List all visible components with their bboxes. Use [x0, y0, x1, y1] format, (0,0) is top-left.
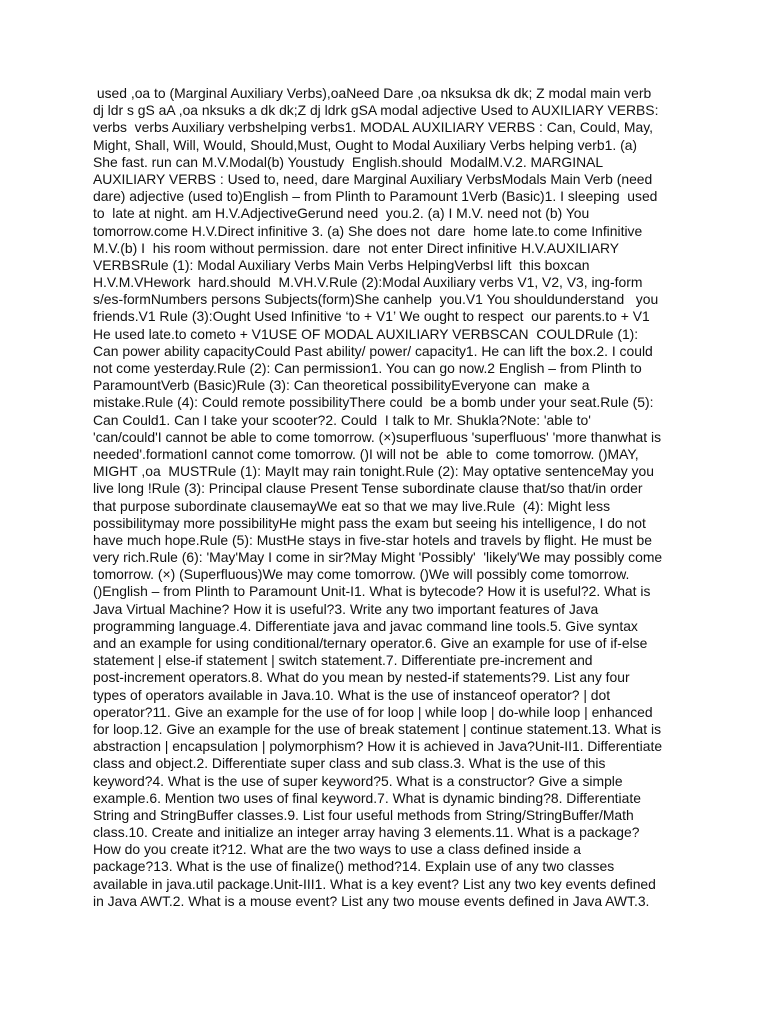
text-line: types of operators available in Java.10. What is the use of instanceof operator? | dot: [93, 686, 611, 703]
text-line: AUXILIARY VERBS : Used to, need, dare Marginal Auxiliary VerbsModals Main Verb (need: [93, 170, 653, 187]
text-line: mistake.Rule (4): Could remote possibilityThere could be a bomb under your seat.Rule (5):: [93, 394, 654, 411]
text-line: ()English – from Plinth to Paramount Unit-I1. What is bytecode? How it is useful?2. What is: [93, 583, 651, 600]
text-line: M.V.(b) I his room without permission. dare not enter Direct infinitive H.V.AUXILIARY: [93, 239, 620, 256]
text-line: class.10. Create and initialize an integer array having 3 elements.11. What is a package?: [93, 824, 640, 841]
text-line: operator?11. Give an example for the use of for loop | while loop | do-while loop | enhanced: [93, 703, 653, 720]
text-line: Can Could1. Can I take your scooter?2. Could I talk to Mr. Shukla?Note: 'able to': [93, 411, 591, 428]
text-line: available in java.util package.Unit-III1. What is a key event? List any two key events defined: [93, 875, 656, 892]
text-line: H.V.M.VHework hard.should M.VH.V.Rule (2):Modal Auxiliary verbs V1, V2, V3, ing-form: [93, 274, 643, 291]
text-line: and an example for using conditional/ternary operator.6. Give an example for use of if-else: [93, 635, 648, 651]
text-line: Can power ability capacityCould Past ability/ power/ capacity1. He can lift the box.2. I could: [93, 342, 653, 359]
text-line: Java Virtual Machine? How it is useful?3. Write any two important features of Java: [93, 600, 599, 617]
text-line: live long !Rule (3): Principal clause Present Tense subordinate clause that/so that/in order: [93, 480, 643, 497]
text-line: Might, Shall, Will, Would, Should,Must, Ought to Modal Auxiliary Verbs helping verb1. (a): [93, 136, 638, 153]
text-line: have much hope.Rule (5): MustHe stays in five-star hotels and travels by flight. He must be: [93, 531, 652, 548]
text-line: MIGHT ,oa MUSTRule (1): MayIt may rain tonight.Rule (2): May optative sentenceMay you: [93, 463, 654, 480]
text-line: String and StringBuffer classes.9. List four useful methods from String/StringBuffer/Math: [93, 806, 634, 823]
text-line: verbs verbs Auxiliary verbshelping verbs1. MODAL AUXILIARY VERBS : Can, Could, May,: [93, 119, 653, 136]
text-line: statement | else-if statement | switch statement.7. Differentiate pre-increment and: [93, 652, 593, 669]
text-line: to late at night. am H.V.AdjectiveGerund need you.2. (a) I M.V. need not (b) You: [93, 205, 590, 222]
text-line: 'can/could'I cannot be able to come tomorrow. (×)superfluous 'superfluous' 'more thanwhat is: [93, 428, 662, 445]
text-line: post-increment operators.8. What do you mean by nested-if statements?9. List any four: [93, 669, 630, 686]
text-line: that purpose subordinate clausemayWe eat so that we may live.Rule (4): Might less: [93, 497, 611, 514]
text-line: package?13. What is the use of finalize() method?14. Explain use of any two classes: [93, 858, 615, 875]
text-line: dare) adjective (used to)English – from Plinth to Paramount 1Verb (Basic)1. I sleeping used: [93, 188, 658, 205]
text-line: example.6. Mention two uses of final keyword.7. What is dynamic binding?8. Differentiate: [93, 789, 641, 806]
text-line: s/es-formNumbers persons Subjects(form)She canhelp you.V1 You shouldunderstand you: [93, 291, 659, 308]
text-line: possibilitymay more possibilityHe might pass the exam but seeing his intelligence, I do not: [93, 514, 646, 531]
text-line: programming language.4. Differentiate java and javac command line tools.5. Give syntax: [93, 617, 638, 634]
text-line: keyword?4. What is the use of super keyword?5. What is a constructor? Give a simple: [93, 772, 623, 789]
document-body-text: [93, 85, 675, 945]
text-line: abstraction | encapsulation | polymorphism? How it is achieved in Java?Unit-II1. Differentiate: [93, 738, 663, 755]
text-line: for loop.12. Give an example for the use of break statement | continue statement.13. What is: [93, 720, 662, 737]
text-line: used ,oa to (Marginal Auxiliary Verbs),oaNeed Dare ,oa nksuksa dk dk; Z modal main verb: [93, 85, 652, 101]
text-line: not come yesterday.Rule (2): Can permission1. You can go now.2 English – from Plinth to: [93, 360, 642, 376]
text-line: dj ldr s gS aA ,oa nksuks a dk dk;Z dj ldrk gSA modal adjective Used to AUXILIARY VERBS:: [93, 102, 659, 119]
text-line: friends.V1 Rule (3):Ought Used Infinitive ‘to + V1’ We ought to respect our parents.to + V1: [93, 308, 650, 325]
text-line: very rich.Rule (6): 'May'May I come in sir?May Might 'Possibly' 'likely'We may possibly come: [93, 549, 663, 566]
text-line: ParamountVerb (Basic)Rule (3): Can theoretical possibilityEveryone can make a: [93, 377, 590, 394]
text-line: VERBSRule (1): Modal Auxiliary Verbs Main Verbs HelpingVerbsI lift this boxcan: [93, 256, 590, 273]
text-line: How do you create it?12. What are the two ways to use a class defined inside a: [93, 841, 581, 858]
text-line: He used late.to cometo + V1USE OF MODAL AUXILIARY VERBSCAN COULDRule (1):: [93, 325, 639, 342]
text-line: tomorrow.come H.V.Direct infinitive 3. (a) She does not dare home late.to come Infinitive: [93, 222, 643, 239]
text-line: class and object.2. Differentiate super class and sub class.3. What is the use of this: [93, 755, 606, 772]
text-line: She fast. run can M.V.Modal(b) Youstudy English.should ModalM.V.2. MARGINAL: [93, 153, 604, 170]
text-line: tomorrow. (×) (Superfluous)We may come tomorrow. ()We will possibly come tomorrow.: [93, 566, 630, 583]
text-line: needed'.formationI cannot come tomorrow. ()I will not be able to come tomorrow. ()MAY,: [93, 445, 639, 462]
text-line: in Java AWT.2. What is a mouse event? List any two mouse events defined in Java AWT.3.: [93, 892, 650, 909]
